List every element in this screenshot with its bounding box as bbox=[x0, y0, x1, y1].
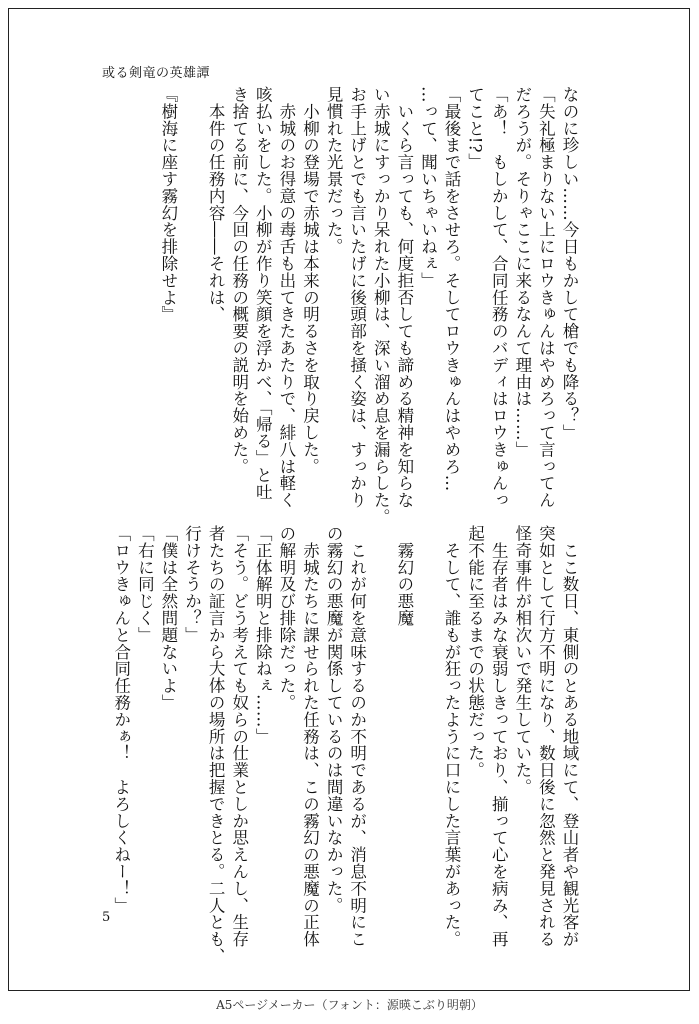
text-line bbox=[180, 86, 204, 486]
text-line: 本件の任務内容――それは、 bbox=[206, 86, 226, 323]
text-line: 霧幻の悪魔 bbox=[394, 525, 414, 627]
text-line: いくら言っても、何度拒否しても諦める精神を知らな bbox=[394, 86, 414, 509]
text-line: 「失礼極まりない上にロウきゅんはやめろって言ってん bbox=[536, 86, 556, 509]
text-line bbox=[416, 525, 440, 925]
text-line: てこと!?」 bbox=[465, 86, 485, 170]
text-line: 者たちの証言から大体の場所は把握できとる。二人とも、 bbox=[206, 525, 226, 965]
text-line: い赤城にすっかり呆れた小柳は、深い溜め息を漏らした。 bbox=[371, 86, 391, 526]
text-line: 「ロウきゅんと合同任務かぁ！ よろしくねー！」 bbox=[111, 525, 131, 914]
text-line: の解明及び排除だった。 bbox=[276, 525, 296, 711]
text-line: 『樹海に座す霧幻を排除せよ』 bbox=[158, 86, 178, 323]
text-line: そして、誰もが狂ったように口にした言葉があった。 bbox=[442, 525, 462, 948]
text-line: 小柳の登場で赤城は本来の明るさを取り戻した。 bbox=[300, 86, 320, 475]
text-line: 「正体解明と排除ねぇ……」 bbox=[253, 525, 273, 745]
text-line: なのに珍しい……今日もかして槍でも降る？」 bbox=[560, 86, 579, 441]
text-line: …って、聞いちゃいねぇ」 bbox=[418, 86, 438, 289]
text-line: 起不能に至るまでの状態だった。 bbox=[465, 525, 485, 779]
text-line: ここ数日、東側のとある地域にて、登山者や観光客が bbox=[560, 525, 579, 948]
text-line: だろうが。そりゃここに来るなんて理由は……」 bbox=[512, 86, 532, 458]
text-line: 赤城のお得意の毒舌も出てきたあたりで、緋八は軽く bbox=[276, 86, 296, 509]
text-line: 「僕は全然問題ないよ」 bbox=[158, 525, 178, 711]
text-line: 突如として行方不明になり、数日後に忽然と発見される bbox=[536, 525, 556, 948]
text-block-bottom bbox=[109, 525, 581, 965]
text-block-top bbox=[156, 86, 581, 526]
text-line: き捨てる前に、今回の任務の概要の説明を始めた。 bbox=[229, 86, 249, 475]
running-header: 或る剣竜の英雄譚 bbox=[102, 66, 211, 81]
page-number: 5 bbox=[102, 910, 111, 925]
text-line: 見慣れた光景だった。 bbox=[324, 86, 344, 255]
text-line: 赤城たちに課せられた任務は、この霧幻の悪魔の正体 bbox=[300, 525, 320, 948]
text-line: 怪奇事件が相次いで発生していた。 bbox=[512, 525, 532, 796]
text-line: これが何を意味するのか不明であるが、消息不明にこ bbox=[347, 525, 367, 948]
text-line: 「そう。どう考えても奴らの仕業としか思えんし、生存 bbox=[229, 525, 249, 948]
text-line bbox=[369, 525, 393, 925]
text-line: 生存者はみな衰弱しきっており、揃って心を病み、再 bbox=[489, 525, 509, 948]
text-line: の霧幻の悪魔が関係しているのは間違いなかった。 bbox=[324, 525, 344, 914]
text-line: 咳払いをした。小柳が作り笑顔を浮かべ、「帰る」と吐 bbox=[253, 86, 273, 501]
footer-caption: A5ページメーカー（フォント：源暎こぶり明朝） bbox=[216, 998, 483, 1012]
text-line: お手上げとでも言いたげに後頭部を掻く姿は、すっかり bbox=[347, 86, 367, 509]
text-line: 「右に同じく」 bbox=[135, 525, 155, 644]
text-line: 行けそうか？」 bbox=[182, 525, 202, 644]
text-line: 「あ！ もしかして、合同任務のバディはロウきゅんっ bbox=[489, 86, 509, 509]
text-line: 「最後まで話をさせろ。そしてロウきゅんはやめろ… bbox=[442, 86, 462, 492]
